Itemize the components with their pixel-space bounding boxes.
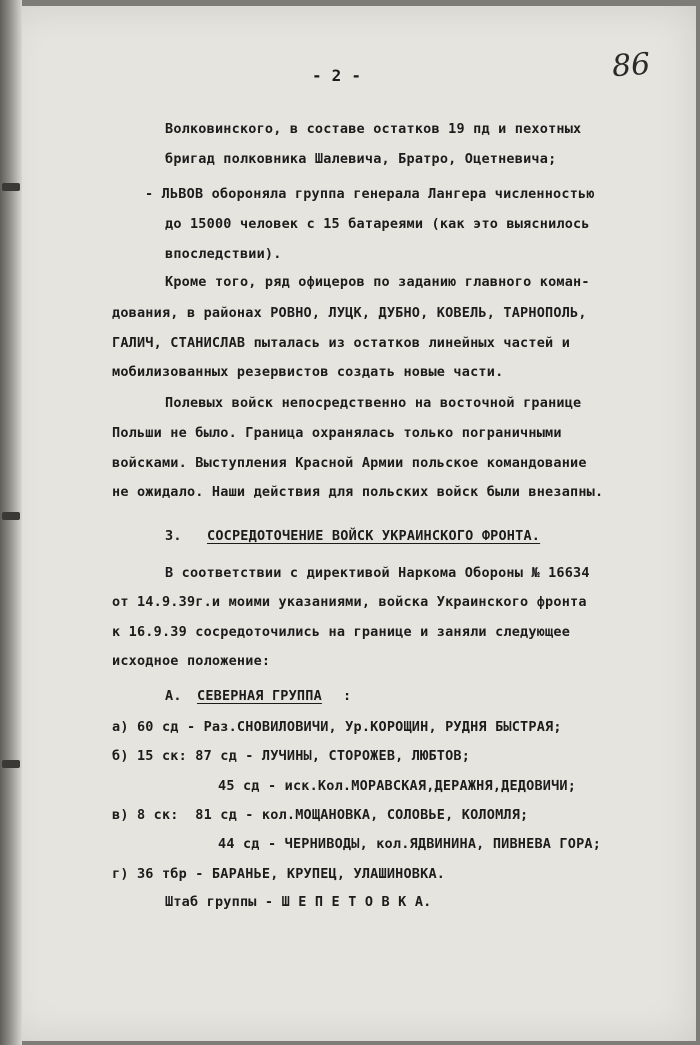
- binding-edge: [0, 0, 22, 1045]
- text-line: Полевых войск непосредственно на восточной границе: [165, 395, 582, 411]
- list-item: б) 15 ск: 87 сд - ЛУЧИНЫ, СТОРОЖЕВ, ЛЮБТОВ;: [112, 748, 471, 764]
- text-line: дования, в районах РОВНО, ЛУЦК, ДУБНО, КОВЕЛЬ, ТАРНОПОЛЬ,: [112, 305, 587, 321]
- list-item: а) 60 сд - Раз.СНОВИЛОВИЧИ, Ур.КОРОЩИН, РУДНЯ БЫСТРАЯ;: [112, 719, 562, 735]
- text-line: - ЛЬВОВ обороняла группа генерала Лангера численностью: [145, 186, 595, 202]
- text-line: В соответствии с директивой Наркома Обороны № 16634: [165, 565, 590, 581]
- text-line: впоследствии).: [165, 246, 282, 262]
- section-title: СОСРЕДОТОЧЕНИЕ ВОЙСК УКРАИНСКОГО ФРОНТА.: [207, 528, 541, 544]
- text-line: мобилизованных резервистов создать новые части.: [112, 364, 504, 380]
- text-line: Кроме того, ряд офицеров по заданию главного коман-: [165, 274, 590, 290]
- staple: [2, 183, 20, 191]
- text-line: бригад полковника Шалевича, Братро, Оцетневича;: [165, 151, 557, 167]
- group-letter: А.: [165, 688, 182, 704]
- page-number: - 2 -: [312, 66, 362, 85]
- text-line: войсками. Выступления Красной Армии польское командование: [112, 455, 587, 471]
- staple: [2, 760, 20, 768]
- handwritten-archive-number: 86: [610, 46, 652, 85]
- list-item: Штаб группы - Ш Е П Е Т О В К А.: [165, 894, 432, 910]
- text-line: Польши не было. Граница охранялась только пограничными: [112, 425, 562, 441]
- text-line: исходное положение:: [112, 653, 271, 669]
- text-line: Волковинского, в составе остатков 19 пд и пехотных: [165, 121, 582, 137]
- staple: [2, 512, 20, 520]
- list-item: г) 36 тбр - БАРАНЬЕ, КРУПЕЦ, УЛАШИНОВКА.: [112, 866, 446, 882]
- group-title-suffix: :: [343, 688, 352, 704]
- section-number: 3.: [165, 528, 182, 544]
- text-line: ГАЛИЧ, СТАНИСЛАВ пыталась из остатков линейных частей и: [112, 335, 571, 351]
- text-line: не ожидало. Наши действия для польских войск были внезапны.: [112, 484, 604, 500]
- list-item: 44 сд - ЧЕРНИВОДЫ, кол.ЯДВИНИНА, ПИВНЕВА ГОРА;: [218, 836, 602, 852]
- text-line: к 16.9.39 сосредоточились на границе и заняли следующее: [112, 624, 571, 640]
- text-line: от 14.9.39г.и моими указаниями, войска Украинского фронта: [112, 594, 587, 610]
- group-title: СЕВЕРНАЯ ГРУППА: [197, 688, 322, 704]
- list-item: в) 8 ск: 81 сд - кол.МОЩАНОВКА, СОЛОВЬЕ, КОЛОМЛЯ;: [112, 807, 529, 823]
- text-line: до 15000 человек с 15 батареями (как это выяснилось: [165, 216, 590, 232]
- list-item: 45 сд - иск.Кол.МОРАВСКАЯ,ДЕРАЖНЯ,ДЕДОВИЧИ;: [218, 778, 577, 794]
